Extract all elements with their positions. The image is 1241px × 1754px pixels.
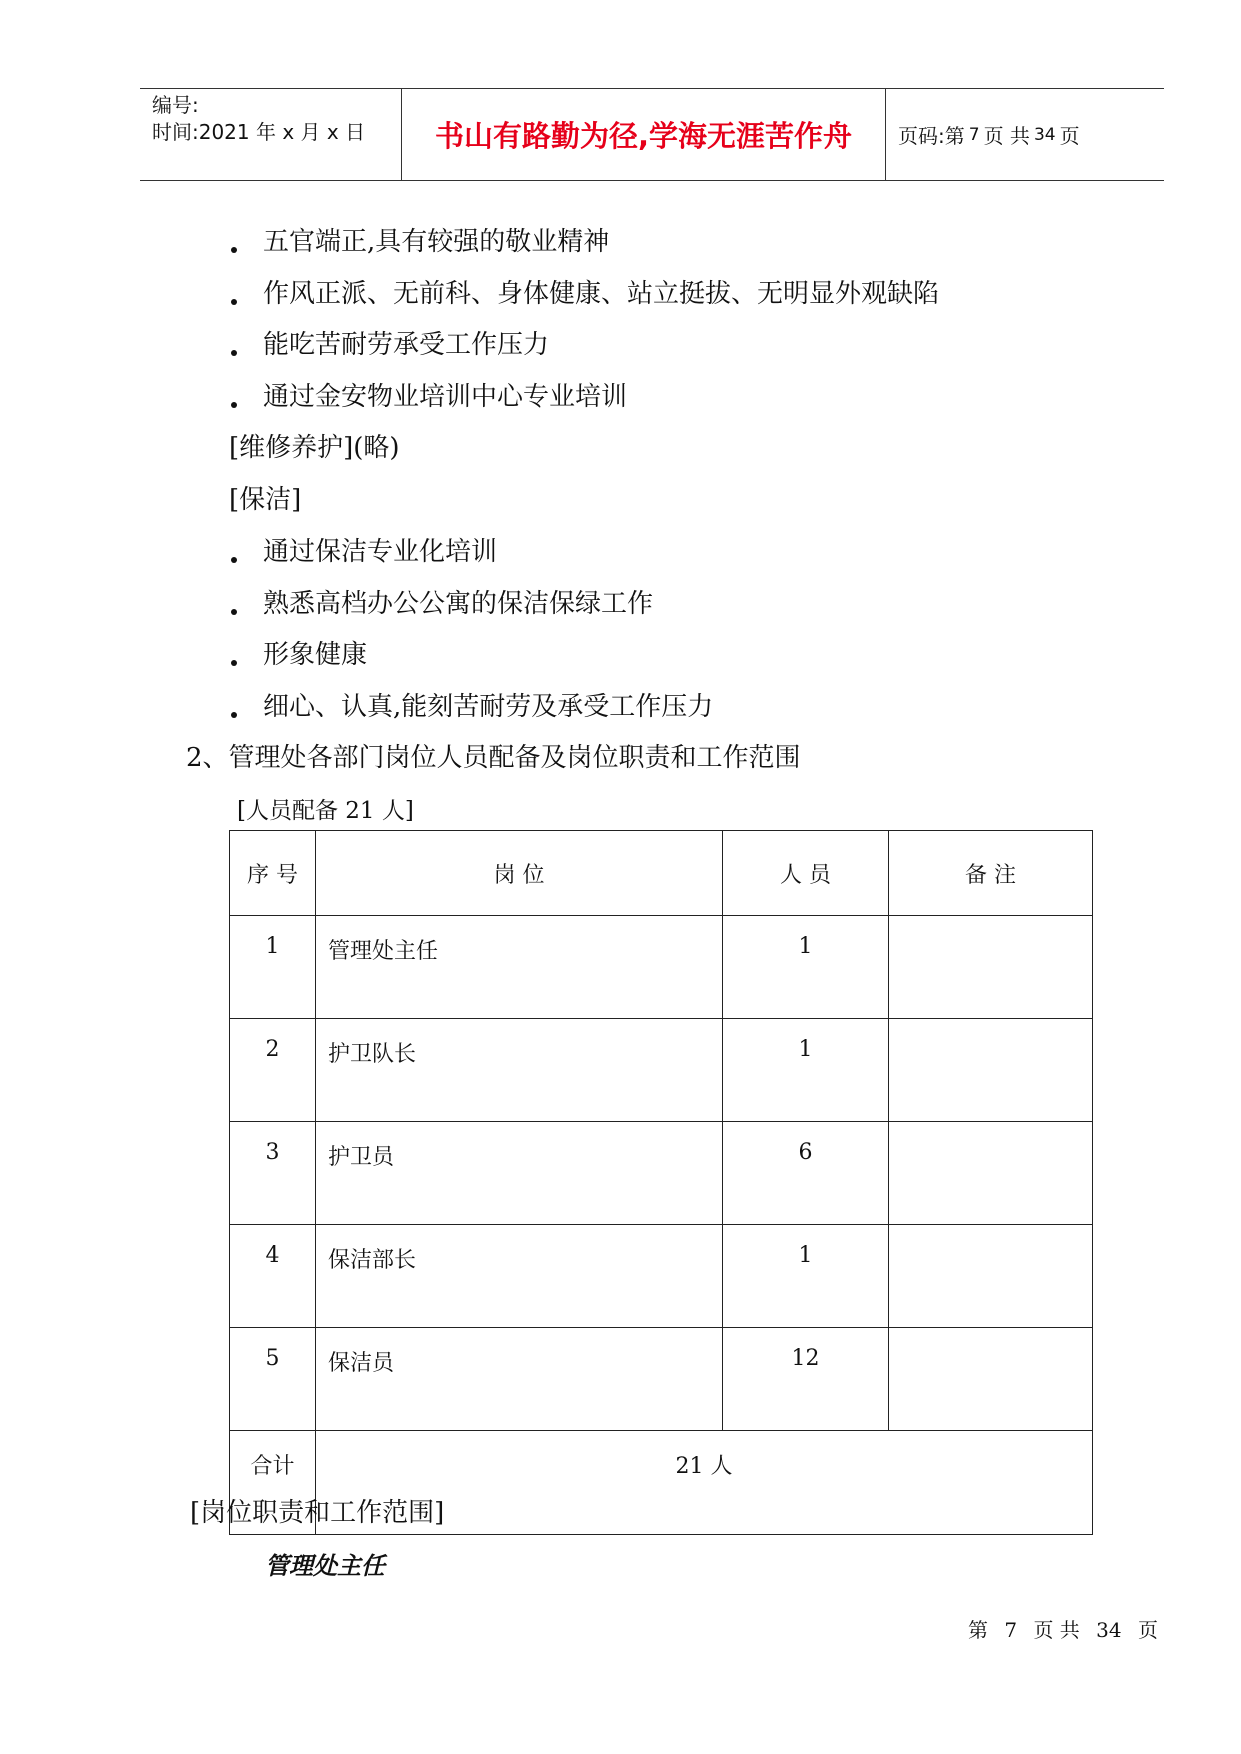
cell-no: 1 bbox=[230, 916, 316, 1019]
doc-date: 时间:2021 年 x 月 x 日 bbox=[152, 120, 366, 144]
list-item: 通过金安物业培训中心专业培训 bbox=[263, 382, 628, 412]
cell-post bbox=[316, 1122, 723, 1225]
header-page-indicator bbox=[886, 89, 1164, 180]
cell-no: 2 bbox=[230, 1019, 316, 1122]
cell-post-text: 保洁员 bbox=[328, 1351, 395, 1376]
cell-post bbox=[316, 916, 723, 1019]
footer-total: 34 bbox=[1096, 1618, 1122, 1642]
table-row bbox=[230, 1122, 1093, 1225]
role-title: 管理处主任 bbox=[265, 1552, 385, 1580]
cell-note bbox=[889, 1019, 1093, 1122]
bullet-icon bbox=[231, 299, 237, 305]
bullet-icon bbox=[231, 402, 237, 408]
table-row bbox=[230, 1019, 1093, 1122]
cell-note bbox=[889, 1328, 1093, 1431]
footer-mid: 页 共 bbox=[1033, 1618, 1080, 1642]
cell-note bbox=[889, 916, 1093, 1019]
cell-post-text: 护卫队长 bbox=[328, 1042, 417, 1067]
cell-post bbox=[316, 1328, 723, 1431]
header-cell-count: 人 员 bbox=[723, 831, 889, 916]
cell-no: 3 bbox=[230, 1122, 316, 1225]
table-row bbox=[230, 1225, 1093, 1328]
cell-count: 1 bbox=[723, 1019, 889, 1122]
list-item: 形象健康 bbox=[263, 640, 368, 670]
list-item: 能吃苦耐劳承受工作压力 bbox=[263, 330, 550, 360]
doc-number-label: 编号: bbox=[152, 93, 199, 117]
section-title: 2、管理处各部门岗位人员配备及岗位职责和工作范围 bbox=[186, 743, 801, 773]
page-total: 34 bbox=[1033, 124, 1056, 145]
page-footer bbox=[968, 1614, 1158, 1643]
cell-count: 6 bbox=[723, 1122, 889, 1225]
duties-heading: [岗位职责和工作范围] bbox=[190, 1498, 445, 1528]
cleaning-heading: [保洁] bbox=[229, 485, 302, 515]
page-suffix: 页 bbox=[1059, 124, 1080, 148]
page-mid: 页 共 bbox=[983, 124, 1030, 148]
cell-count: 1 bbox=[723, 916, 889, 1019]
footer-current: 7 bbox=[1004, 1618, 1018, 1642]
list-item: 通过保洁专业化培训 bbox=[263, 537, 498, 567]
footer-prefix: 第 bbox=[968, 1618, 988, 1642]
header-cell-note: 备 注 bbox=[889, 831, 1093, 916]
cell-post-text: 保洁部长 bbox=[328, 1248, 417, 1273]
maintenance-heading: [维修养护](略) bbox=[229, 433, 400, 463]
cell-no: 5 bbox=[230, 1328, 316, 1431]
list-item: 熟悉高档办公公寓的保洁保绿工作 bbox=[263, 589, 654, 619]
cell-count: 12 bbox=[723, 1328, 889, 1431]
table-header-row bbox=[230, 831, 1093, 916]
cell-note bbox=[889, 1225, 1093, 1328]
total-value: 21 人 bbox=[316, 1431, 1093, 1535]
page-current: 7 bbox=[968, 124, 980, 145]
total-label: 合计 bbox=[230, 1431, 316, 1535]
page-header bbox=[140, 88, 1164, 181]
table-row bbox=[230, 1328, 1093, 1431]
header-cell-post: 岗 位 bbox=[316, 831, 723, 916]
header-meta bbox=[140, 89, 402, 180]
cell-count: 1 bbox=[723, 1225, 889, 1328]
staffing-table bbox=[229, 830, 1093, 1535]
bullet-icon bbox=[231, 609, 237, 615]
bullet-icon bbox=[231, 660, 237, 666]
list-item: 五官端正,具有较强的敬业精神 bbox=[263, 227, 610, 257]
page-prefix: 页码:第 bbox=[898, 124, 965, 148]
cell-post-text: 护卫员 bbox=[328, 1145, 395, 1170]
header-motto: 书山有路勤为径,学海无涯苦作舟 bbox=[402, 89, 886, 180]
table-row bbox=[230, 916, 1093, 1019]
list-item: 作风正派、无前科、身体健康、站立挺拔、无明显外观缺陷 bbox=[263, 279, 940, 309]
bullet-icon bbox=[231, 247, 237, 253]
staffing-label: [人员配备 21 人] bbox=[237, 798, 414, 824]
list-item: 细心、认真,能刻苦耐劳及承受工作压力 bbox=[263, 692, 714, 722]
bullet-icon bbox=[231, 557, 237, 563]
cell-note bbox=[889, 1122, 1093, 1225]
footer-suffix: 页 bbox=[1137, 1618, 1158, 1642]
cell-post bbox=[316, 1019, 723, 1122]
cell-post-text: 管理处主任 bbox=[328, 939, 439, 964]
bullet-icon bbox=[231, 350, 237, 356]
bullet-icon bbox=[231, 712, 237, 718]
header-cell-no: 序 号 bbox=[230, 831, 316, 916]
cell-no: 4 bbox=[230, 1225, 316, 1328]
cell-post bbox=[316, 1225, 723, 1328]
